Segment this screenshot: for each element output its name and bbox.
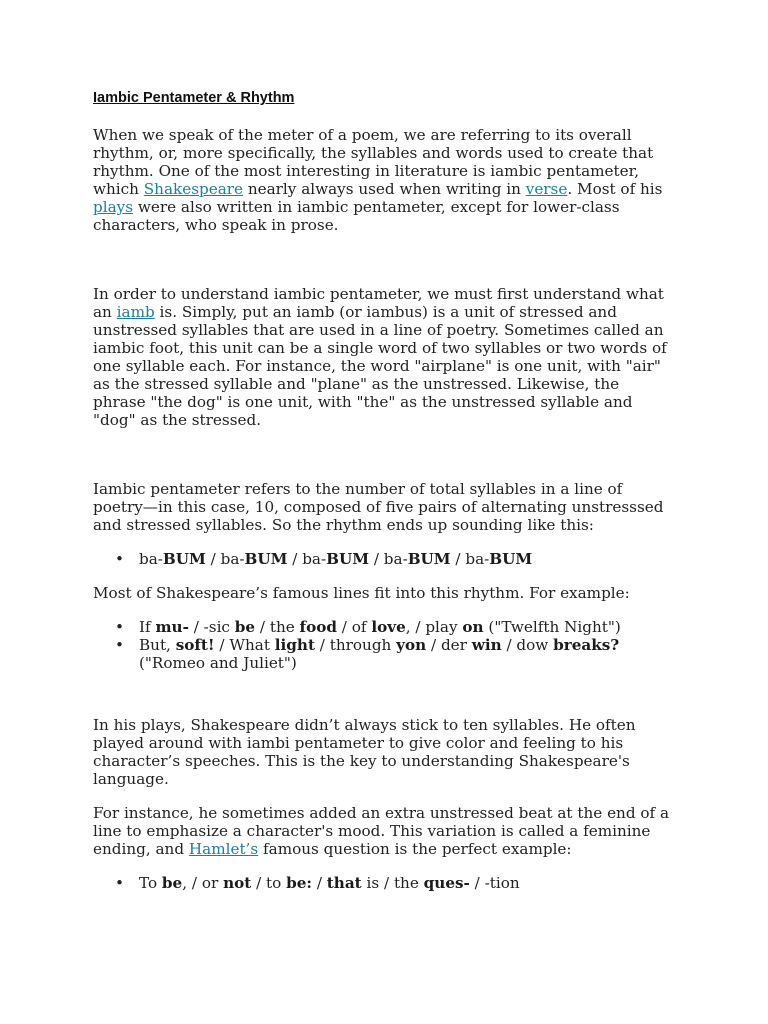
list-item-hamlet bbox=[93, 874, 673, 892]
stressed-syllable: soft! bbox=[175, 636, 215, 654]
stressed-syllable: BUM bbox=[489, 550, 533, 568]
example-line bbox=[139, 636, 619, 672]
document-page bbox=[93, 88, 673, 908]
text-run: / ba- bbox=[287, 550, 327, 568]
stressed-syllable: be bbox=[161, 874, 183, 892]
stressed-syllable: BUM bbox=[326, 550, 370, 568]
text-run: / of bbox=[336, 618, 372, 636]
link-hamlet[interactable]: Hamlet’s bbox=[188, 840, 259, 858]
text-run: ("Romeo and Juliet") bbox=[139, 654, 297, 672]
text-run: / ba- bbox=[369, 550, 408, 568]
text-run: / der bbox=[426, 636, 472, 654]
paragraph-pentameter-definition: Iambic pentameter refers to the number of total syllables in a line of poetry—in this case, 10, composed of five pairs of alternating unstresssed and stressed syllables. So the rhythm ends up sounding like this: bbox=[93, 480, 664, 534]
stressed-syllable: be bbox=[234, 618, 256, 636]
link-verse[interactable]: verse bbox=[525, 180, 568, 198]
paragraph-meter-intro bbox=[93, 126, 673, 234]
paragraph-text: For instance, he sometimes added an extra unstressed beat at the end of a line to emphasize a character's mood. This variation is called a feminine ending, and bbox=[93, 804, 670, 858]
link-iamb[interactable]: iamb bbox=[116, 303, 155, 321]
text-run: / What bbox=[214, 636, 275, 654]
document-title: Iambic Pentameter & Rhythm bbox=[93, 90, 295, 106]
stressed-syllable: BUM bbox=[244, 550, 288, 568]
paragraph-text: is. Simply, put an iamb (or iambus) is a unit of stressed and unstressed syllables that are used in a line of poetry. Sometimes called an iambic foot, this unit can be a single word of two syllables or two words of one syllable each. For instance, the word "airplane" is one unit, with "air" as the stressed syllable and "plane" as the unstressed. Likewise, the phrase "the dog" is one unit, with "the" as the unstressed syllable and "dog" as the stressed. bbox=[93, 303, 667, 429]
rhythm-line bbox=[139, 550, 532, 568]
text-run: / bbox=[312, 874, 327, 892]
stressed-syllable: win bbox=[471, 636, 502, 654]
paragraph-text: nearly always used when writing in bbox=[243, 180, 526, 198]
stressed-syllable: food bbox=[299, 618, 337, 636]
list-item-romeo-and-juliet bbox=[93, 636, 673, 672]
text-run: But, bbox=[139, 636, 176, 654]
stressed-syllable: ques- bbox=[423, 874, 470, 892]
example-line bbox=[139, 618, 621, 636]
text-run: / -tion bbox=[469, 874, 520, 892]
paragraph-text: . Most of his bbox=[567, 180, 663, 198]
text-run: If bbox=[139, 618, 156, 636]
text-run: / -sic bbox=[188, 618, 235, 636]
text-run: , / play bbox=[405, 618, 463, 636]
stressed-syllable: not bbox=[223, 874, 252, 892]
stressed-syllable: love bbox=[371, 618, 406, 636]
hamlet-list bbox=[93, 874, 673, 892]
stressed-syllable: that bbox=[326, 874, 362, 892]
rhythm-list bbox=[93, 550, 673, 568]
bullet-icon: • bbox=[115, 636, 124, 654]
text-run: / through bbox=[314, 636, 397, 654]
bullet-icon: • bbox=[115, 618, 124, 636]
example-line bbox=[139, 874, 520, 892]
paragraph-iamb-definition bbox=[93, 285, 673, 429]
text-run: , / or bbox=[182, 874, 224, 892]
text-run: / the bbox=[255, 618, 300, 636]
link-plays[interactable]: plays bbox=[93, 198, 134, 216]
stressed-syllable: mu- bbox=[155, 618, 189, 636]
stressed-syllable: breaks? bbox=[553, 636, 620, 654]
paragraph-text: were also written in iambic pentameter, except for lower-class characters, who speak in prose. bbox=[93, 198, 620, 234]
text-run: / ba- bbox=[450, 550, 490, 568]
list-item-twelfth-night bbox=[93, 618, 673, 636]
stressed-syllable: light bbox=[274, 636, 315, 654]
paragraph-examples-intro: Most of Shakespeare’s famous lines fit into this rhythm. For example: bbox=[93, 584, 630, 602]
text-run: To bbox=[139, 874, 162, 892]
stressed-syllable: BUM bbox=[407, 550, 451, 568]
bullet-icon: • bbox=[115, 874, 124, 892]
text-run: / to bbox=[251, 874, 287, 892]
text-run: / dow bbox=[501, 636, 554, 654]
text-run: ("Twelfth Night") bbox=[483, 618, 621, 636]
paragraph-text: When we speak of the meter of a poem, we are referring to its overall rhythm, or, more specifically, the syllables and words used to create that rhythm. One of the most interesting in literature is iambic pentameter, which bbox=[93, 126, 654, 198]
stressed-syllable: be: bbox=[286, 874, 312, 892]
stressed-syllable: on bbox=[462, 618, 484, 636]
link-shakespeare[interactable]: Shakespeare bbox=[143, 180, 244, 198]
bullet-icon: • bbox=[115, 550, 124, 568]
stressed-syllable: BUM bbox=[162, 550, 206, 568]
text-run: / ba- bbox=[205, 550, 245, 568]
paragraph-ten-syllables: In his plays, Shakespeare didn’t always stick to ten syllables. He often played around with iambi pentameter to give color and feeling to his character’s speeches. This is the key to understanding Shakespeare's language. bbox=[93, 716, 636, 788]
text-run: is / the bbox=[361, 874, 424, 892]
paragraph-text: In order to understand iambic pentameter, we must first understand what an bbox=[93, 285, 664, 321]
examples-list bbox=[93, 618, 673, 672]
paragraph-text: famous question is the perfect example: bbox=[258, 840, 572, 858]
paragraph-feminine-ending bbox=[93, 804, 673, 858]
stressed-syllable: yon bbox=[396, 636, 427, 654]
text-run: ba- bbox=[139, 550, 163, 568]
list-item-rhythm bbox=[93, 550, 673, 568]
